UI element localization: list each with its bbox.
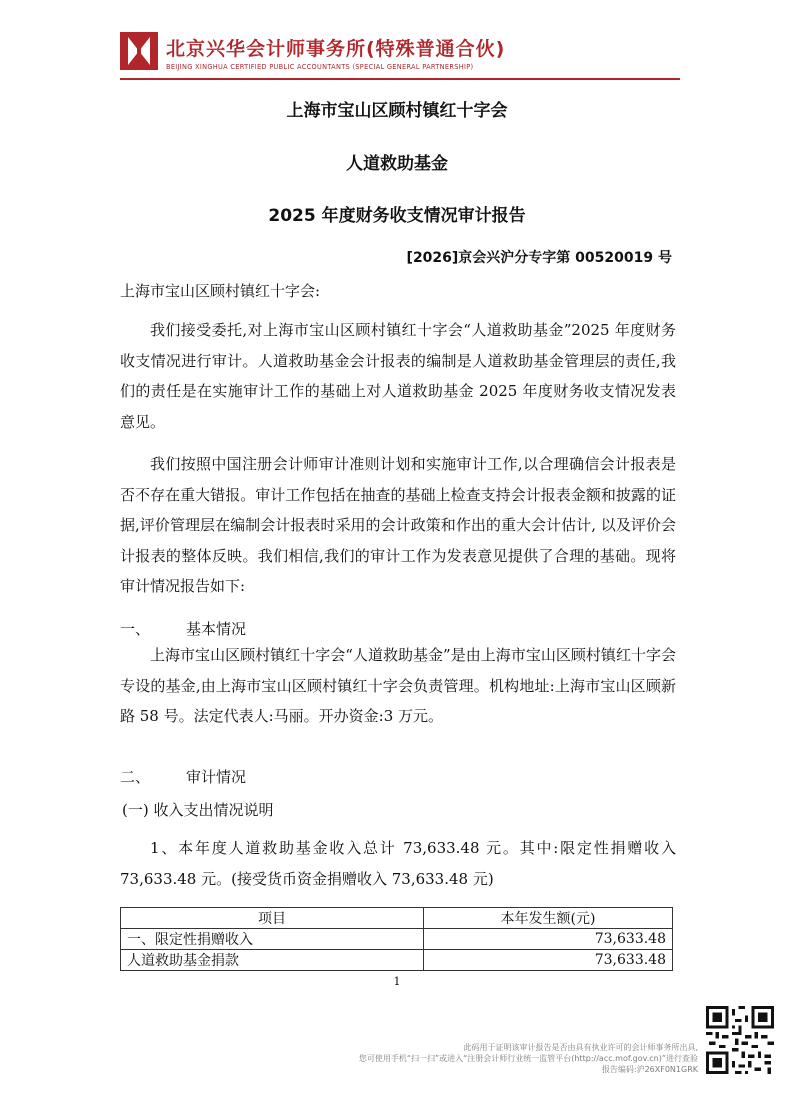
addressee: 上海市宝山区顾村镇红十字会: xyxy=(120,282,321,300)
section-2-heading xyxy=(120,766,246,787)
verification-footer xyxy=(260,1042,698,1075)
table-cell-amount: 73,633.48 xyxy=(424,929,673,950)
footer-line-3: 报告编码:沪26XF0N1GRK xyxy=(601,1065,698,1074)
document-number: [2026]京会兴沪分专字第 00520019 号 xyxy=(406,250,672,266)
table-cell-amount: 73,633.48 xyxy=(424,950,673,971)
table-cell-item: 一、限定性捐赠收入 xyxy=(121,929,424,950)
section-1-number: 一、 xyxy=(120,620,151,638)
paragraph-income: 1、本年度人道救助基金收入总计 73,633.48 元。其中:限定性捐赠收入 73,633.48 元。(接受货币资金捐赠收入 73,633.48 元) xyxy=(120,839,676,888)
report-title-line1: 上海市宝山区顾村镇红十字会 xyxy=(286,101,508,121)
table-row xyxy=(121,929,673,950)
section-2-number: 二、 xyxy=(120,768,151,786)
paragraph-engagement: 我们接受委托,对上海市宝山区顾村镇红十字会“人道救助基金”2025 年度财务收支情况进行审计。人道救助基金会计报表的编制是人道救助基金管理层的责任,我们的责任是在实施审计工作的基础上对人道救助基金 2025 年度财务收支情况发表意见。 xyxy=(120,321,676,431)
section-1-title: 基本情况 xyxy=(186,620,247,638)
page-number: 1 xyxy=(393,975,401,988)
letterhead xyxy=(120,30,680,78)
firm-logo-icon xyxy=(120,32,158,70)
section-2-title: 审计情况 xyxy=(186,768,247,786)
paragraph-basic-info: 上海市宝山区顾村镇红十字会“人道救助基金”是由上海市宝山区顾村镇红十字会专设的基金,由上海市宝山区顾村镇红十字会负责管理。机构地址:上海市宝山区顾新路 58 号。法定代表人:马丽。开办资金:3 万元。 xyxy=(120,646,676,725)
income-table xyxy=(120,907,673,971)
footer-line-2: 您可使用手机“扫一扫”或进入“注册会计师行业统一监管平台(http://acc.mof.gov.cn)”进行查验 xyxy=(358,1054,698,1063)
report-title-line3: 2025 年度财务收支情况审计报告 xyxy=(268,206,526,226)
table-row xyxy=(121,950,673,971)
qr-code-icon xyxy=(706,1006,774,1074)
header-divider xyxy=(120,78,680,80)
section-1-heading xyxy=(120,618,246,639)
firm-name-en: BEIJING XINGHUA CERTIFIED PUBLIC ACCOUNTANTS (SPECIAL GENERAL PARTNERSHIP) xyxy=(166,63,474,71)
report-title-line2: 人道救助基金 xyxy=(346,154,448,174)
subsection-1-heading: (一) 收入支出情况说明 xyxy=(122,801,274,819)
paragraph-audit-scope: 我们按照中国注册会计师审计准则计划和实施审计工作,以合理确信会计报表是否不存在重大错报。审计工作包括在抽查的基础上检查支持会计报表金额和披露的证据,评价管理层在编制会计报表时采用的会计政策和作出的重大会计估计, 以及评价会计报表的整体反映。我们相信,我们的审计工作为发表意见提供了合理的基础。现将审计情况报告如下: xyxy=(120,455,676,595)
firm-name-cn: 北京兴华会计师事务所(特殊普通合伙) xyxy=(166,38,506,60)
footer-line-1: 此码用于证明该审计报告是否由具有执业许可的会计师事务所出具, xyxy=(463,1043,698,1052)
table-header-row xyxy=(121,908,673,929)
table-cell-item: 人道救助基金捐款 xyxy=(121,950,424,971)
table-header-item: 项目 xyxy=(121,908,424,929)
table-header-amount: 本年发生额(元) xyxy=(424,908,673,929)
